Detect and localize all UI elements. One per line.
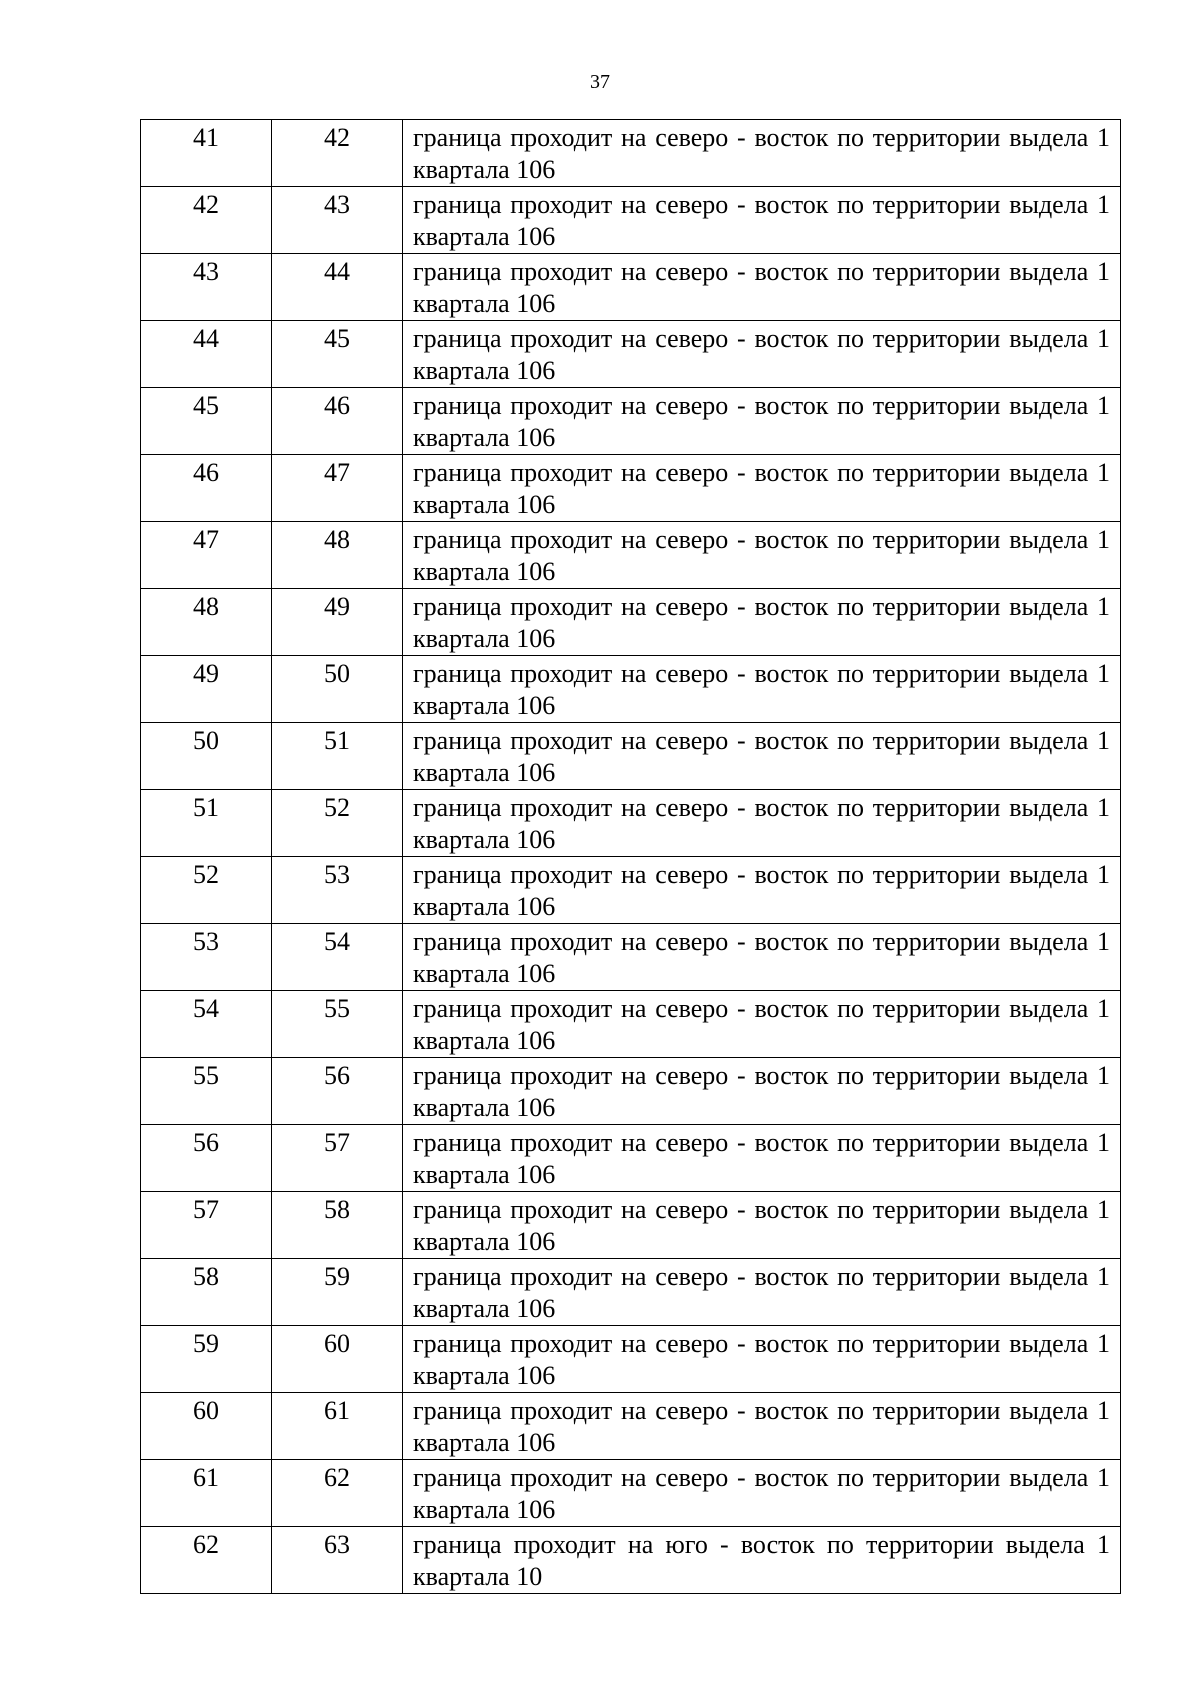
to-point-cell: 61 bbox=[272, 1393, 403, 1460]
to-point-cell: 44 bbox=[272, 254, 403, 321]
description-cell: граница проходит на северо - восток по территории выдела 1 квартала 106 bbox=[403, 1192, 1121, 1259]
to-point-cell: 57 bbox=[272, 1125, 403, 1192]
description-cell: граница проходит на северо - восток по территории выдела 1 квартала 106 bbox=[403, 321, 1121, 388]
description-cell: граница проходит на северо - восток по территории выдела 1 квартала 106 bbox=[403, 1326, 1121, 1393]
description-cell: граница проходит на северо - восток по территории выдела 1 квартала 106 bbox=[403, 656, 1121, 723]
from-point-cell: 59 bbox=[141, 1326, 272, 1393]
table-row bbox=[141, 1259, 1121, 1326]
from-point-cell: 58 bbox=[141, 1259, 272, 1326]
boundary-table bbox=[140, 119, 1121, 1594]
from-point-cell: 46 bbox=[141, 455, 272, 522]
to-point-cell: 46 bbox=[272, 388, 403, 455]
description-cell: граница проходит на северо - восток по территории выдела 1 квартала 106 bbox=[403, 1125, 1121, 1192]
table-row bbox=[141, 1192, 1121, 1259]
page-number: 37 bbox=[590, 71, 610, 93]
description-cell: граница проходит на северо - восток по территории выдела 1 квартала 106 bbox=[403, 120, 1121, 187]
from-point-cell: 55 bbox=[141, 1058, 272, 1125]
table-row bbox=[141, 857, 1121, 924]
description-cell: граница проходит на северо - восток по территории выдела 1 квартала 106 bbox=[403, 1393, 1121, 1460]
table-row bbox=[141, 1326, 1121, 1393]
table-row bbox=[141, 723, 1121, 790]
description-cell: граница проходит на северо - восток по территории выдела 1 квартала 106 bbox=[403, 1259, 1121, 1326]
from-point-cell: 61 bbox=[141, 1460, 272, 1527]
to-point-cell: 42 bbox=[272, 120, 403, 187]
table-row bbox=[141, 991, 1121, 1058]
to-point-cell: 58 bbox=[272, 1192, 403, 1259]
to-point-cell: 62 bbox=[272, 1460, 403, 1527]
description-cell: граница проходит на северо - восток по территории выдела 1 квартала 106 bbox=[403, 723, 1121, 790]
table-row bbox=[141, 522, 1121, 589]
table-row bbox=[141, 254, 1121, 321]
table-row bbox=[141, 120, 1121, 187]
to-point-cell: 50 bbox=[272, 656, 403, 723]
from-point-cell: 50 bbox=[141, 723, 272, 790]
to-point-cell: 59 bbox=[272, 1259, 403, 1326]
from-point-cell: 62 bbox=[141, 1527, 272, 1594]
to-point-cell: 45 bbox=[272, 321, 403, 388]
table-row bbox=[141, 187, 1121, 254]
to-point-cell: 55 bbox=[272, 991, 403, 1058]
table-row bbox=[141, 589, 1121, 656]
description-cell: граница проходит на северо - восток по территории выдела 1 квартала 106 bbox=[403, 790, 1121, 857]
description-cell: граница проходит на северо - восток по территории выдела 1 квартала 106 bbox=[403, 991, 1121, 1058]
description-cell: граница проходит на северо - восток по территории выдела 1 квартала 106 bbox=[403, 522, 1121, 589]
to-point-cell: 53 bbox=[272, 857, 403, 924]
to-point-cell: 49 bbox=[272, 589, 403, 656]
table-row bbox=[141, 1527, 1121, 1594]
from-point-cell: 60 bbox=[141, 1393, 272, 1460]
from-point-cell: 44 bbox=[141, 321, 272, 388]
from-point-cell: 41 bbox=[141, 120, 272, 187]
to-point-cell: 54 bbox=[272, 924, 403, 991]
from-point-cell: 47 bbox=[141, 522, 272, 589]
description-cell: граница проходит на северо - восток по территории выдела 1 квартала 106 bbox=[403, 254, 1121, 321]
from-point-cell: 54 bbox=[141, 991, 272, 1058]
to-point-cell: 47 bbox=[272, 455, 403, 522]
from-point-cell: 53 bbox=[141, 924, 272, 991]
from-point-cell: 43 bbox=[141, 254, 272, 321]
from-point-cell: 45 bbox=[141, 388, 272, 455]
from-point-cell: 52 bbox=[141, 857, 272, 924]
description-cell: граница проходит на северо - восток по территории выдела 1 квартала 106 bbox=[403, 388, 1121, 455]
table-row bbox=[141, 455, 1121, 522]
to-point-cell: 51 bbox=[272, 723, 403, 790]
to-point-cell: 52 bbox=[272, 790, 403, 857]
from-point-cell: 42 bbox=[141, 187, 272, 254]
description-cell: граница проходит на северо - восток по территории выдела 1 квартала 106 bbox=[403, 187, 1121, 254]
to-point-cell: 43 bbox=[272, 187, 403, 254]
description-cell: граница проходит на северо - восток по территории выдела 1 квартала 106 bbox=[403, 924, 1121, 991]
table-row bbox=[141, 321, 1121, 388]
table-row bbox=[141, 1460, 1121, 1527]
to-point-cell: 48 bbox=[272, 522, 403, 589]
to-point-cell: 56 bbox=[272, 1058, 403, 1125]
description-cell: граница проходит на северо - восток по территории выдела 1 квартала 106 bbox=[403, 455, 1121, 522]
table-row bbox=[141, 656, 1121, 723]
from-point-cell: 51 bbox=[141, 790, 272, 857]
to-point-cell: 63 bbox=[272, 1527, 403, 1594]
table-row bbox=[141, 790, 1121, 857]
from-point-cell: 49 bbox=[141, 656, 272, 723]
from-point-cell: 57 bbox=[141, 1192, 272, 1259]
table-row bbox=[141, 1058, 1121, 1125]
description-cell: граница проходит на северо - восток по территории выдела 1 квартала 106 bbox=[403, 857, 1121, 924]
table-row bbox=[141, 1125, 1121, 1192]
description-cell: граница проходит на северо - восток по территории выдела 1 квартала 106 bbox=[403, 1460, 1121, 1527]
description-cell: граница проходит на северо - восток по территории выдела 1 квартала 106 bbox=[403, 1058, 1121, 1125]
table-row bbox=[141, 924, 1121, 991]
table-row bbox=[141, 1393, 1121, 1460]
to-point-cell: 60 bbox=[272, 1326, 403, 1393]
description-cell: граница проходит на юго - восток по территории выдела 1 квартала 10 bbox=[403, 1527, 1121, 1594]
from-point-cell: 48 bbox=[141, 589, 272, 656]
from-point-cell: 56 bbox=[141, 1125, 272, 1192]
table-row bbox=[141, 388, 1121, 455]
description-cell: граница проходит на северо - восток по территории выдела 1 квартала 106 bbox=[403, 589, 1121, 656]
